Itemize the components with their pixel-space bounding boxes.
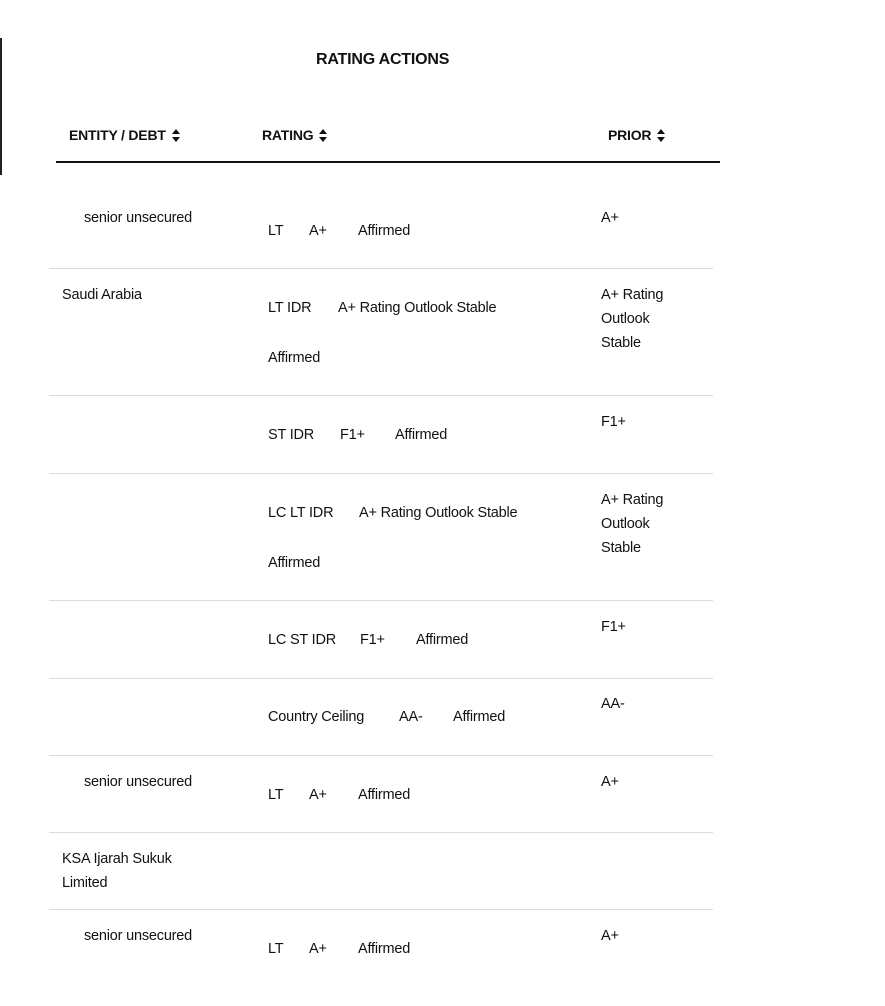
rating-action-cell: Affirmed	[416, 632, 469, 648]
rating-action-cell: Affirmed	[395, 427, 448, 443]
entity-cell: Saudi Arabia	[62, 287, 142, 303]
row-divider	[49, 909, 713, 910]
entity-cell: senior unsecured	[84, 928, 193, 944]
rating-type-cell: Country Ceiling	[268, 709, 365, 725]
rating-type-cell: LT	[268, 941, 284, 957]
rating-action-cell: Affirmed	[268, 350, 321, 366]
row-divider	[49, 268, 713, 269]
rating-value-cell: A+	[309, 787, 327, 803]
rating-value-cell: F1+	[360, 632, 385, 648]
prior-cell: A+ Rating Outlook Stable	[601, 287, 664, 351]
sort-header-rating[interactable]	[262, 127, 328, 143]
header-entity-label: ENTITY / DEBT	[69, 127, 166, 143]
rating-action-cell: Affirmed	[453, 709, 506, 725]
left-border-line	[0, 38, 2, 175]
row-divider	[49, 395, 713, 396]
sort-header-entity-debt[interactable]	[69, 127, 181, 143]
rating-value-cell: A+	[309, 223, 327, 239]
rating-action-cell: Affirmed	[358, 787, 411, 803]
rating-action-cell: Affirmed	[268, 555, 321, 571]
prior-cell: A+	[601, 774, 619, 790]
sort-icon	[319, 129, 328, 142]
prior-cell: AA-	[601, 696, 625, 712]
prior-cell: A+	[601, 210, 619, 226]
row-divider	[49, 473, 713, 474]
sort-icon	[657, 129, 666, 142]
rating-value-cell: A+ Rating Outlook Stable	[359, 505, 518, 521]
rating-type-cell: LT	[268, 223, 284, 239]
prior-cell: A+	[601, 928, 619, 944]
header-divider	[56, 161, 720, 163]
row-divider	[49, 600, 713, 601]
entity-cell: senior unsecured	[84, 210, 193, 226]
rating-type-cell: LC ST IDR	[268, 632, 337, 648]
rating-value-cell: A+ Rating Outlook Stable	[338, 300, 497, 316]
row-divider	[49, 678, 713, 679]
header-rating-label: RATING	[262, 127, 314, 143]
entity-cell: senior unsecured	[84, 774, 193, 790]
rating-action-cell: Affirmed	[358, 941, 411, 957]
entity-cell: KSA Ijarah Sukuk Limited	[62, 851, 172, 891]
row-divider	[49, 832, 713, 833]
sort-header-prior[interactable]	[608, 127, 666, 143]
rating-type-cell: LT IDR	[268, 300, 312, 316]
prior-cell: F1+	[601, 414, 626, 430]
rating-value-cell: AA-	[399, 709, 423, 725]
rating-type-cell: LC LT IDR	[268, 505, 334, 521]
rating-value-cell: F1+	[340, 427, 365, 443]
rating-type-cell: LT	[268, 787, 284, 803]
rating-value-cell: A+	[309, 941, 327, 957]
rating-action-cell: Affirmed	[358, 223, 411, 239]
prior-cell: F1+	[601, 619, 626, 635]
page-title: RATING ACTIONS	[316, 51, 450, 68]
prior-cell: A+ Rating Outlook Stable	[601, 492, 664, 556]
rating-type-cell: ST IDR	[268, 427, 315, 443]
row-divider	[49, 755, 713, 756]
header-prior-label: PRIOR	[608, 127, 652, 143]
sort-icon	[172, 129, 181, 142]
